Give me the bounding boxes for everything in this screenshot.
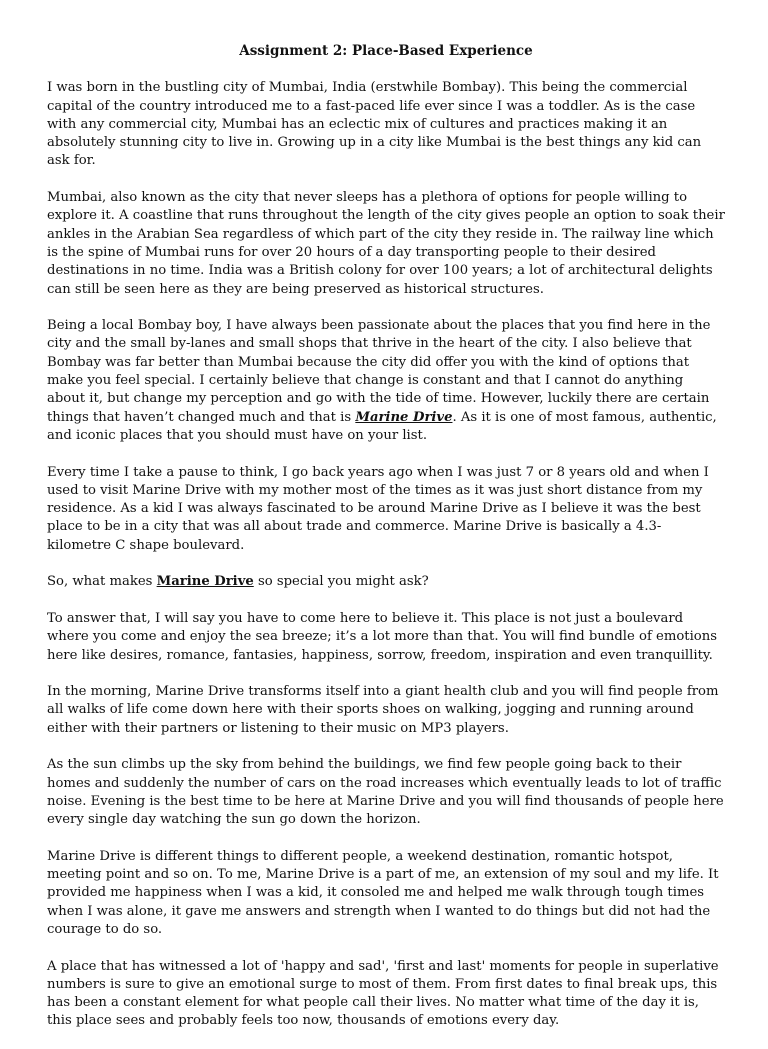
- paragraph-9: Marine Drive is different things to different people, a weekend destination, romantic hotspot, meeting point and so on. To me, Marine Drive is a part of me, an extension of my soul and my life. It provided me happiness when I was a kid, it consoled me and helped me walk through tough times when I was alone, it gave me answers and strength when I wanted to do things but did not had the courage to do so.: [47, 848, 719, 937]
- paragraph-3-text-end: . As it is one of most famous, authentic, and iconic places that you should must have on your list.: [47, 409, 717, 443]
- paragraph-3-text-start: Being a local Bombay boy, I have always been passionate about the places that you find here in the city and the small by-lanes and small shops that thrive in the heart of the city. I also believe that Bombay was far better than Mumbai because the city did offer you with the kind of options that make you feel special. I certainly believe that change is constant and that I cannot do anything about it, but change my perception and go with the tide of time. However, luckily there are certain things that haven’t changed much and that is: [47, 318, 711, 425]
- paragraph-8: As the sun climbs up the sky from behind the buildings, we find few people going back to their homes and suddenly the number of cars on the road increases which eventually leads to lot of traffic noise. Evening is the best time to be here at Marine Drive and you will find thousands of people here every single day watching the sun go down the horizon.: [47, 757, 724, 828]
- paragraph-5: [47, 573, 725, 591]
- paragraph-2: Mumbai, also known as the city that never sleeps has a plethora of options for people willing to explore it. A coastline that runs throughout the length of the city gives people an option to soak their ankles in the Arabian Sea regardless of which part of the city they reside in. The railway line which is the spine of Mumbai runs for over 20 hours of a day transporting people to their desired destinations in no time. India was a British colony for over 100 years; a lot of architectural delights can still be seen here as they are being preserved as historical structures.: [47, 190, 725, 297]
- paragraph-10: A place that has witnessed a lot of 'happy and sad', 'first and last' moments for people in superlative numbers is sure to give an emotional surge to most of them. From first dates to final break ups, this has been a constant element for what people call their lives. No matter what time of the day it is, this place sees and probably feels too now, thousands of emotions every day.: [47, 958, 719, 1029]
- paragraph-1: I was born in the bustling city of Mumbai, India (erstwhile Bombay). This being the commercial capital of the country introduced me to a fast-paced life ever since I was a toddler. As is the case with any commercial city, Mumbai has an eclectic mix of cultures and practices making it an absolutely stunning city to live in. Growing up in a city like Mumbai is the best things any kid can ask for.: [47, 80, 702, 169]
- document-page: [47, 42, 725, 1049]
- paragraph-7: In the morning, Marine Drive transforms itself into a giant health club and you will find people from all walks of life come down here with their sports shoes on walking, jogging and running around either with their partners or listening to their music on MP3 players.: [47, 684, 719, 736]
- paragraph-6: To answer that, I will say you have to come here to believe it. This place is not just a boulevard where you come and enjoy the sea breeze; it’s a lot more than that. You will find bundle of emotions here like desires, romance, fantasies, happiness, sorrow, freedom, inspiration and even tranquillity.: [47, 610, 717, 663]
- paragraph-5-text-end: so special you might ask?: [253, 574, 429, 590]
- marine-drive-emphasis-2: Marine Drive: [156, 574, 254, 590]
- paragraph-3: [47, 317, 725, 445]
- paragraph-5-text-start: So, what makes: [47, 574, 157, 590]
- paragraph-4: Every time I take a pause to think, I go back years ago when I was just 7 or 8 years old and when I used to visit Marine Drive with my mother most of the times as it was just short distance from my residence. As a kid I was always fascinated to be around Marine Drive as I believe it was the best place to be in a city that was all about trade and commerce. Marine Drive is basically a 4.3-kilometre C shape boulevard.: [47, 464, 709, 553]
- marine-drive-emphasis: Marine Drive: [355, 409, 453, 425]
- document-title: Assignment 2: Place-Based Experience: [239, 43, 533, 59]
